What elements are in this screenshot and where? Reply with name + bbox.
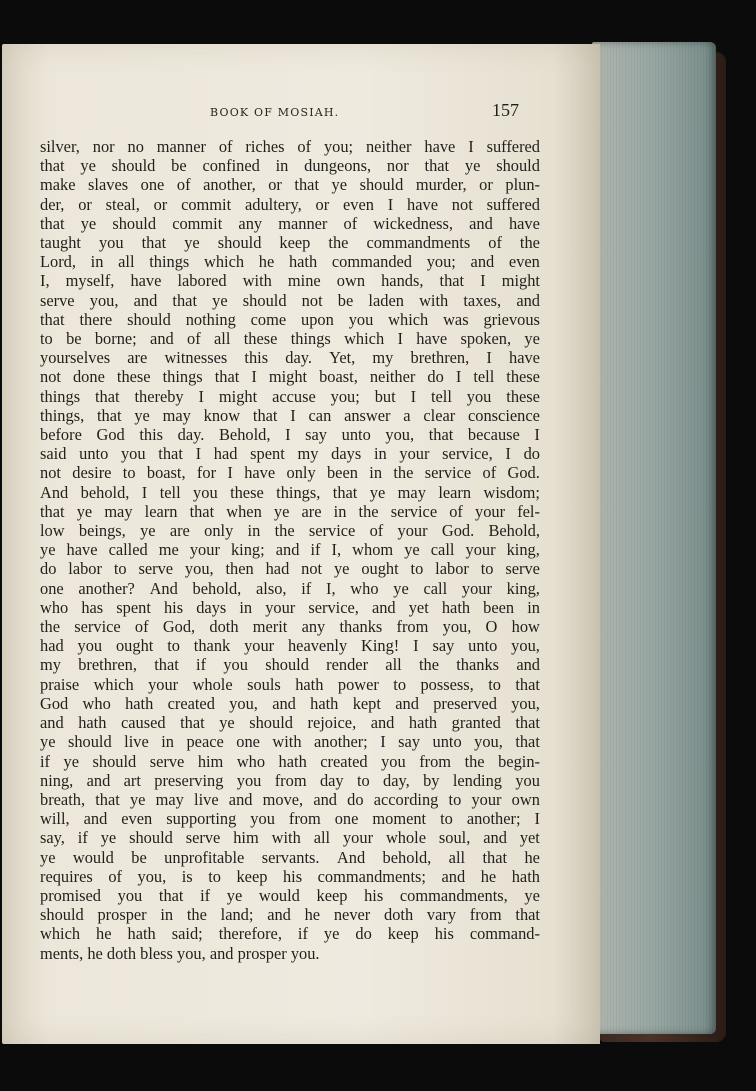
text-line: said unto you that I had spent my days in your service, I do — [40, 444, 540, 464]
text-line: that ye should be confined in dungeons, nor that ye should — [40, 156, 540, 176]
text-line: who has spent his days in your service, and yet hath been in — [40, 597, 540, 617]
text-line: say, if ye should serve him with all your whole soul, and yet — [40, 828, 540, 848]
text-line: which he hath said; therefore, if ye do keep his command- — [40, 924, 540, 944]
text-line: yourselves are witnesses this day. Yet, my brethren, I have — [40, 348, 540, 368]
text-line: And behold, I tell you these things, that ye may learn wisdom; — [40, 482, 540, 502]
text-line: make slaves one of another, or that ye should murder, or plun- — [40, 175, 540, 195]
text-line: that there should nothing come upon you which was grievous — [40, 309, 540, 329]
text-line: taught you that ye should keep the commandments of the — [40, 233, 540, 253]
text-line: things, that ye may know that I can answer a clear conscience — [40, 405, 540, 425]
text-line: the service of God, doth merit any thanks from you, O how — [40, 617, 540, 637]
text-line: ye have called me your king; and if I, whom ye call your king, — [40, 540, 540, 560]
text-line: ye should live in peace one with another; I say unto you, that — [40, 732, 540, 752]
text-line: will, and even supporting you from one moment to another; I — [40, 809, 540, 829]
text-line: God who hath created you, and hath kept and preserved you, — [40, 693, 540, 713]
text-line: promised you that if ye would keep his commandments, ye — [40, 885, 540, 905]
text-line: should prosper in the land; and he never doth vary from that — [40, 905, 540, 925]
text-line: do labor to serve you, then had not ye ought to labor to serve — [40, 559, 540, 579]
text-line: serve you, and that ye should not be laden with taxes, and — [40, 290, 540, 310]
text-line: to be borne; and of all these things which I have spoken, ye — [40, 329, 540, 349]
text-line: low beings, ye are only in the service of your God. Behold, — [40, 521, 540, 541]
text-line: ye would be unprofitable servants. And behold, all that he — [40, 847, 540, 867]
text-line: not desire to boast, for I have only been in the service of God. — [40, 463, 540, 483]
text-line: der, or steal, or commit adultery, or even I have not suffered — [40, 194, 540, 214]
body-text — [40, 137, 540, 963]
page-edges — [592, 42, 716, 1034]
text-line: I, myself, have labored with mine own hands, that I might — [40, 271, 540, 291]
text-line: if ye should serve him who hath created you from the begin- — [40, 751, 540, 771]
text-line: one another? And behold, also, if I, who ye call your king, — [40, 578, 540, 598]
text-line: that ye should commit any manner of wickedness, and have — [40, 213, 540, 233]
text-line: praise which your whole souls hath power to possess, to that — [40, 674, 540, 694]
text-line: and hath caused that ye should rejoice, and hath granted that — [40, 713, 540, 733]
page-number: 157 — [492, 100, 519, 120]
text-line: ments, he doth bless you, and prosper you. — [40, 943, 320, 963]
text-line: before God this day. Behold, I say unto you, that because I — [40, 425, 540, 445]
running-head: BOOK OF MOSIAH. — [210, 106, 340, 119]
text-line: Lord, in all things which he hath commanded you; and even — [40, 252, 540, 272]
text-line: breath, that ye may live and move, and do according to your own — [40, 789, 540, 809]
text-line: requires of you, is to keep his commandments; and he hath — [40, 866, 540, 886]
text-line: things that thereby I might accuse you; but I tell you these — [40, 386, 540, 406]
text-line: ning, and art preserving you from day to day, by lending you — [40, 770, 540, 790]
text-line: had you ought to thank your heavenly King! I say unto you, — [40, 636, 540, 656]
text-line: silver, nor no manner of riches of you; neither have I suffered — [40, 137, 540, 156]
text-line: my brethren, that if you should render all the thanks and — [40, 655, 540, 675]
text-line: not done these things that I might boast, neither do I tell these — [40, 367, 540, 387]
text-line: that ye may learn that when ye are in the service of your fel- — [40, 501, 540, 521]
